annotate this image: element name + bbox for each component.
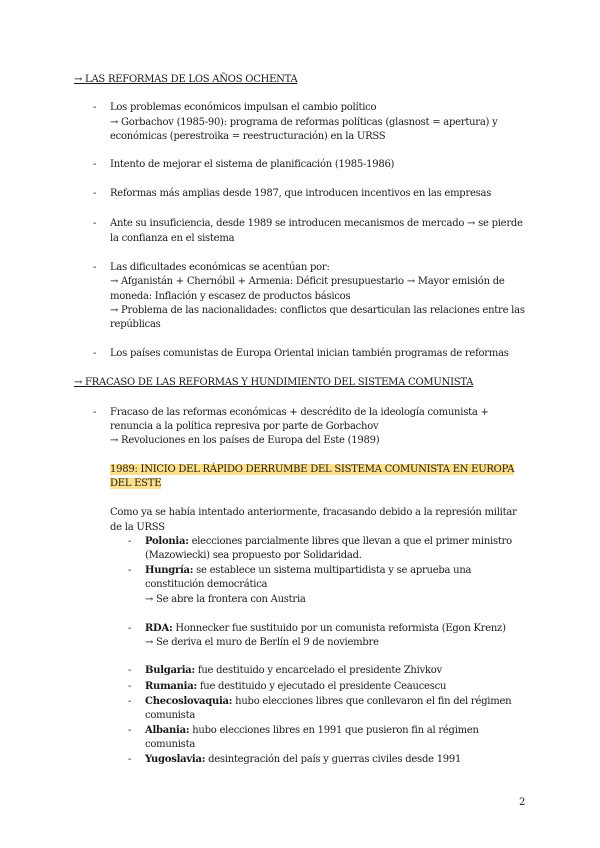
country-item-polonia: Polonia: elecciones parcialmente libres que llevan a que el primer ministro	[145, 536, 512, 547]
list-item-line: comunista	[145, 710, 196, 721]
list-item-line: repúblicas	[110, 319, 161, 330]
page-number: 2	[519, 797, 526, 808]
list-item-line: → Revoluciones en los países de Europa del Este (1989)	[110, 435, 380, 446]
section-heading-reforms: → LAS REFORMAS DE LOS AÑOS OCHENTA	[74, 74, 298, 85]
bullet-dash: -	[128, 665, 132, 676]
country-item-albania: Albania: hubo elecciones libres en 1991 que pusieron fin al régimen	[145, 725, 479, 736]
bullet-dash: -	[128, 623, 132, 634]
bullet-dash: -	[128, 536, 132, 547]
bullet-dash: -	[128, 725, 132, 736]
bullet-dash: -	[93, 407, 97, 418]
intro-line: Como ya se había intentado anteriormente, fracasando debido a la represión militar	[110, 507, 517, 518]
bullet-dash: -	[93, 218, 97, 229]
list-item-line: la confianza en el sistema	[110, 233, 235, 244]
list-item-line: Las dificultades económicas se acentúan por:	[110, 262, 330, 273]
list-item-line: Intento de mejorar el sistema de planificación (1985-1986)	[110, 159, 395, 170]
list-item-line: comunista	[145, 739, 196, 750]
bullet-dash: -	[128, 696, 132, 707]
list-item-line: económicas (perestroika = reestructuración) en la URSS	[110, 131, 386, 142]
list-item-line: → Se abre la frontera con Austria	[145, 594, 306, 605]
bullet-dash: -	[128, 681, 132, 692]
bullet-dash: -	[93, 348, 97, 359]
list-item-line: Fracaso de las reformas económicas + descrédito de la ideología comunista +	[110, 407, 489, 418]
list-item-line: Los problemas económicos impulsan el cambio político	[110, 102, 377, 113]
bullet-dash: -	[93, 262, 97, 273]
country-item-hungria: Hungría: se establece un sistema multipartidista y se aprueba una	[145, 565, 472, 576]
list-item-line: Ante su insuficiencia, desde 1989 se introducen mecanismos de mercado → se pierde	[110, 218, 523, 229]
list-item-line: moneda: Inflación y escasez de productos básicos	[110, 291, 351, 302]
list-item-line: constitución democrática	[145, 579, 268, 590]
country-item-yugoslavia: Yugoslavia: desintegración del país y guerras civiles desde 1991	[145, 754, 462, 765]
list-item-line: renuncia a la política represiva por parte de Gorbachov	[110, 421, 379, 432]
bullet-dash: -	[93, 159, 97, 170]
list-item-line: → Gorbachov (1985-90): programa de reformas políticas (glasnost = apertura) y	[110, 117, 498, 128]
bullet-dash: -	[128, 754, 132, 765]
list-item-line: → Afganistán + Chernóbil + Armenia: Déficit presupuestario → Mayor emisión de	[110, 276, 505, 287]
list-item-line: (Mazowiecki) sea propuesto por Solidaridad.	[145, 550, 362, 561]
country-item-rda: RDA: Honnecker fue sustituido por un comunista reformista (Egon Krenz)	[145, 623, 506, 634]
list-item-line: Los países comunistas de Europa Oriental inician también programas de reformas	[110, 348, 509, 359]
bullet-dash: -	[128, 565, 132, 576]
highlight-heading-line: 1989: INICIO DEL RÁPIDO DERRUMBE DEL SISTEMA COMUNISTA EN EUROPA	[110, 464, 515, 475]
list-item-line: → Problema de las nacionalidades: conflictos que desarticulan las relaciones entre las	[110, 305, 525, 316]
list-item-line: Reformas más amplias desde 1987, que introducen incentivos en las empresas	[110, 188, 492, 199]
section-heading-collapse: → FRACASO DE LAS REFORMAS Y HUNDIMIENTO DEL SISTEMA COMUNISTA	[74, 377, 474, 388]
intro-line: de la URSS	[110, 522, 165, 533]
country-item-checoslovaquia: Checoslovaquia: hubo elecciones libres que conllevaron el fin del régimen	[145, 696, 512, 707]
bullet-dash: -	[93, 102, 97, 113]
list-item-line: → Se deriva el muro de Berlín el 9 de noviembre	[145, 637, 379, 648]
country-item-bulgaria: Bulgaria: fue destituido y encarcelado el presidente Zhivkov	[145, 665, 442, 676]
highlight-heading-line: DEL ESTE	[110, 478, 162, 489]
bullet-dash: -	[93, 188, 97, 199]
country-item-rumania: Rumania: fue destituido y ejecutado el presidente Ceaucescu	[145, 681, 447, 692]
